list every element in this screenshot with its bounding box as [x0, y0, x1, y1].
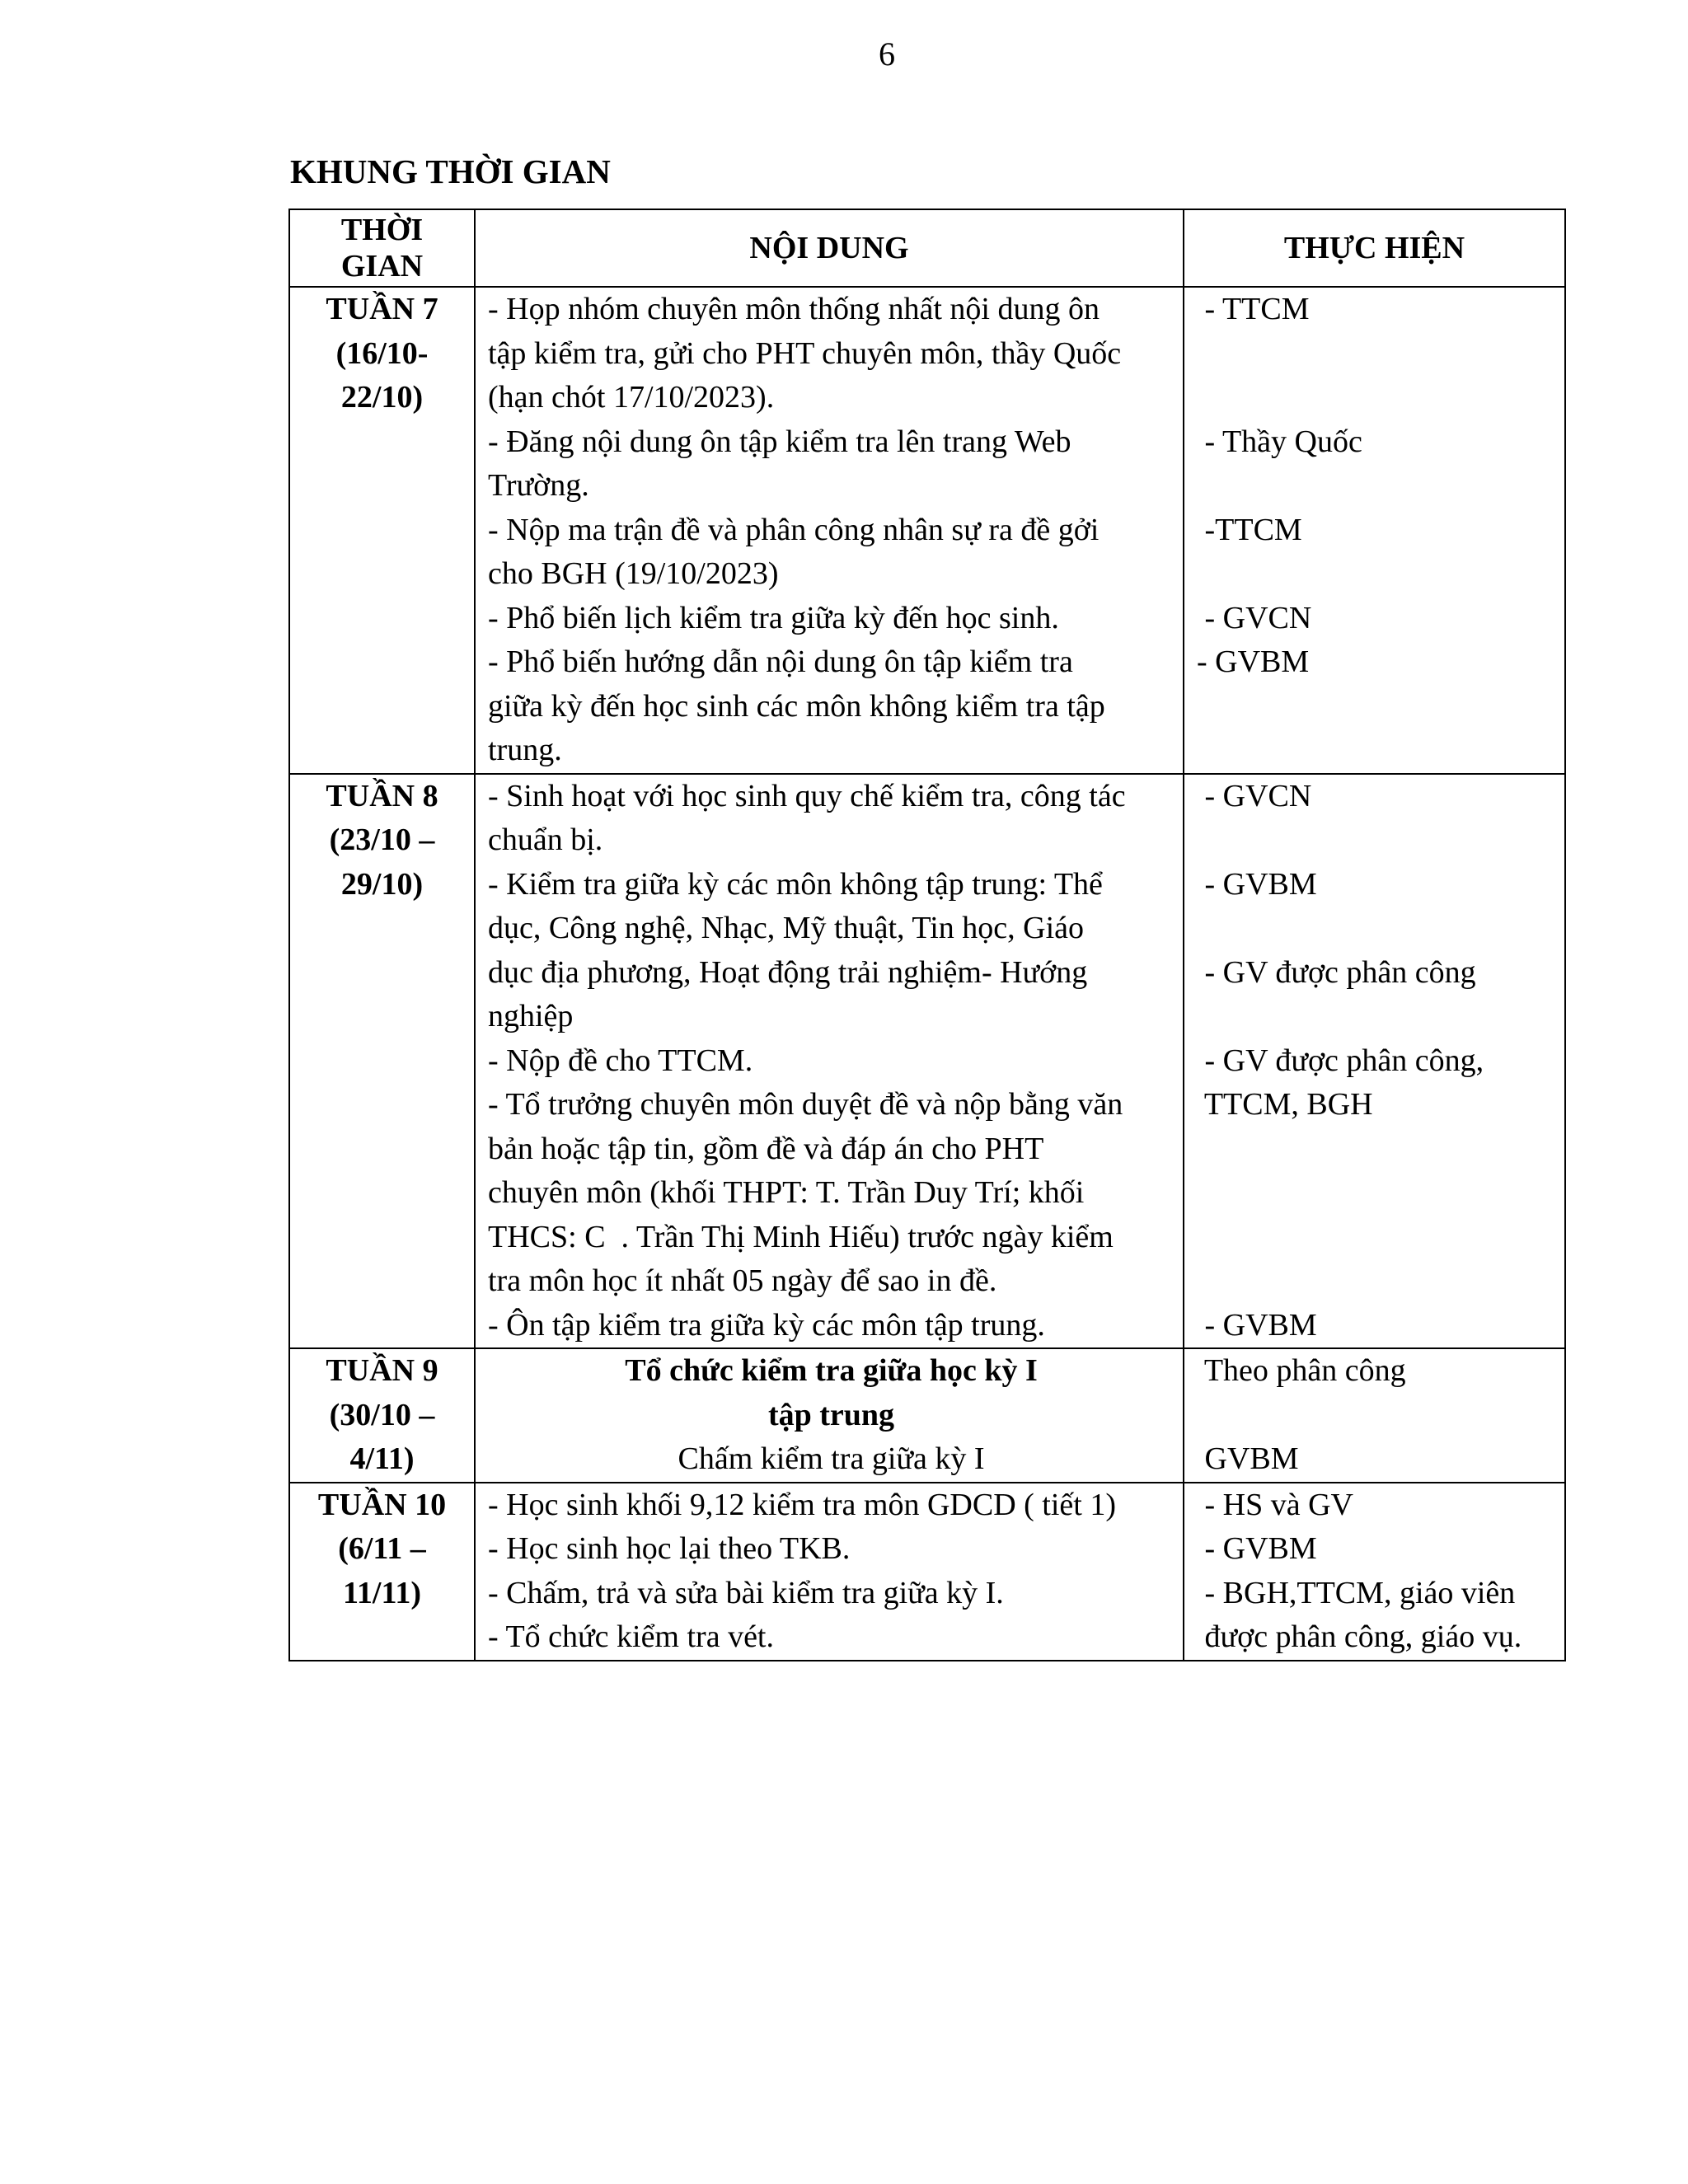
- content-line: Chấm kiểm tra giữa kỳ I: [678, 1441, 985, 1476]
- content-line: - Họp nhóm chuyên môn thống nhất nội dung ôn: [488, 292, 1100, 326]
- page-number: 6: [879, 35, 895, 73]
- content-line: Trường.: [488, 468, 589, 503]
- table-header-row: [289, 209, 1565, 287]
- doer-line: - GV được phân công: [1197, 954, 1476, 990]
- content-line: - Đăng nội dung ôn tập kiểm tra lên trang Web: [488, 424, 1071, 459]
- doer-line-spacer: [1197, 376, 1564, 420]
- doer-line: TTCM, BGH: [1197, 1087, 1373, 1122]
- doer-line: GVBM: [1197, 1441, 1299, 1476]
- content-line: cho BGH (19/10/2023): [488, 556, 779, 591]
- week-label-line: (30/10 –: [329, 1397, 435, 1432]
- doer-line: - GV được phân công,: [1197, 1043, 1484, 1078]
- doer-line-spacer: [1197, 685, 1564, 729]
- content-line: dục địa phương, Hoạt động trải nghiệm- Hướng: [488, 954, 1088, 990]
- doer-line-spacer: [1197, 729, 1564, 773]
- doer-line-spacer: [1197, 1394, 1564, 1438]
- content-line: tập kiểm tra, gửi cho PHT chuyên môn, thầy Quốc: [488, 335, 1122, 371]
- content-line: THCS: C . Trần Thị Minh Hiếu) trước ngày kiểm: [488, 1219, 1114, 1254]
- content-line: - Học sinh học lại theo TKB.: [488, 1531, 851, 1566]
- week-label-line: TUẦN 10: [317, 1487, 447, 1522]
- doer-cell: [1184, 1483, 1565, 1661]
- week-label-line: 4/11): [349, 1441, 415, 1476]
- doer-line: Theo phân công: [1197, 1353, 1406, 1388]
- content-line: - Nộp ma trận đề và phân công nhân sự ra đề gởi: [488, 512, 1100, 547]
- content-line: - Kiểm tra giữa kỳ các môn không tập trung: Thể: [488, 866, 1103, 902]
- doer-line-spacer: [1197, 818, 1564, 863]
- doer-line-spacer: [1197, 552, 1564, 597]
- doer-line: - GVCN: [1197, 778, 1312, 813]
- week-label-line: (16/10-: [335, 335, 429, 371]
- content-line: nghiệp: [488, 999, 574, 1033]
- doer-line: - GVBM: [1197, 866, 1317, 902]
- content-line: - Sinh hoạt với học sinh quy chế kiểm tra, công tác: [488, 778, 1126, 813]
- content-cell: [475, 774, 1184, 1349]
- week-cell: [289, 1348, 475, 1483]
- content-line: chuyên môn (khối THPT: T. Trần Duy Trí; khối: [488, 1175, 1085, 1210]
- week-label-line: TUẦN 9: [326, 1353, 438, 1388]
- section-title: KHUNG THỜI GIAN: [290, 152, 611, 190]
- doer-cell: [1184, 774, 1565, 1349]
- content-line: - Tổ trưởng chuyên môn duyệt đề và nộp bằng văn: [488, 1087, 1123, 1122]
- header-time-line: GIAN: [340, 249, 424, 284]
- content-line: - Chấm, trả và sửa bài kiểm tra giữa kỳ I.: [488, 1575, 1004, 1610]
- header-time: [289, 209, 475, 287]
- week-cell: [289, 774, 475, 1349]
- doer-line-spacer: [1197, 1216, 1564, 1260]
- content-cell: [475, 1348, 1184, 1483]
- week-cell: [289, 1483, 475, 1661]
- content-line-bold: Tổ chức kiểm tra giữa học kỳ I: [625, 1353, 1038, 1388]
- content-cell: [475, 1483, 1184, 1661]
- content-line: - Nộp đề cho TTCM.: [488, 1043, 753, 1078]
- content-line: - Phổ biến hướng dẫn nội dung ôn tập kiểm tra: [488, 644, 1073, 679]
- week-label-line: 11/11): [342, 1575, 422, 1610]
- doer-cell: [1184, 1348, 1565, 1483]
- table-row: [289, 1348, 1565, 1483]
- doer-line: - TTCM: [1197, 292, 1310, 326]
- content-line: giữa kỳ đến học sinh các môn không kiểm tra tập: [488, 688, 1105, 724]
- table-row: [289, 1483, 1565, 1661]
- content-line: - Ôn tập kiểm tra giữa kỳ các môn tập trung.: [488, 1307, 1045, 1343]
- content-line-bold: tập trung: [767, 1397, 895, 1432]
- table-row: [289, 287, 1565, 774]
- content-line: - Phổ biến lịch kiểm tra giữa kỳ đến học sinh.: [488, 600, 1059, 635]
- doer-line: - GVBM: [1197, 1307, 1317, 1343]
- content-line: (hạn chót 17/10/2023).: [488, 380, 775, 415]
- header-content: NỘI DUNG: [475, 209, 1184, 287]
- doer-line: - BGH,TTCM, giáo viên: [1197, 1575, 1516, 1610]
- header-doer: THỰC HIỆN: [1184, 209, 1565, 287]
- doer-line: - Thầy Quốc: [1197, 424, 1362, 459]
- week-cell: [289, 287, 475, 774]
- doer-line: được phân công, giáo vụ.: [1197, 1619, 1522, 1654]
- content-line: bản hoặc tập tin, gồm đề và đáp án cho PHT: [488, 1131, 1044, 1166]
- doer-line-spacer: [1197, 1259, 1564, 1304]
- doer-line: -TTCM: [1197, 512, 1302, 547]
- week-label-line: 29/10): [340, 866, 424, 902]
- content-cell: [475, 287, 1184, 774]
- doer-cell: [1184, 287, 1565, 774]
- content-line: trung.: [488, 733, 562, 767]
- doer-line: - HS và GV: [1197, 1487, 1353, 1522]
- week-label-line: (6/11 –: [338, 1531, 426, 1566]
- content-line: chuẩn bị.: [488, 823, 603, 857]
- doer-line-spacer: [1197, 1127, 1564, 1172]
- week-label-line: TUẦN 8: [326, 778, 438, 813]
- doer-line-spacer: [1197, 907, 1564, 951]
- doer-line-spacer: [1197, 995, 1564, 1039]
- week-label-line: 22/10): [340, 380, 424, 415]
- doer-line: - GVBM: [1197, 644, 1310, 679]
- content-line: tra môn học ít nhất 05 ngày để sao in đề.: [488, 1263, 997, 1298]
- content-line: - Tổ chức kiểm tra vét.: [488, 1619, 774, 1654]
- doer-line-spacer: [1197, 332, 1564, 377]
- doer-line-spacer: [1197, 1171, 1564, 1216]
- content-line: - Học sinh khối 9,12 kiểm tra môn GDCD ( tiết 1): [488, 1487, 1117, 1522]
- header-time-line: THỜI: [340, 213, 424, 247]
- doer-line: - GVCN: [1197, 600, 1312, 635]
- doer-line: - GVBM: [1197, 1531, 1317, 1566]
- doer-line-spacer: [1197, 464, 1564, 509]
- schedule-table: [288, 209, 1566, 1661]
- table-row: [289, 774, 1565, 1349]
- content-line: dục, Công nghệ, Nhạc, Mỹ thuật, Tin học, Giáo: [488, 911, 1085, 945]
- week-label-line: (23/10 –: [329, 823, 435, 857]
- week-label-line: TUẦN 7: [326, 292, 438, 326]
